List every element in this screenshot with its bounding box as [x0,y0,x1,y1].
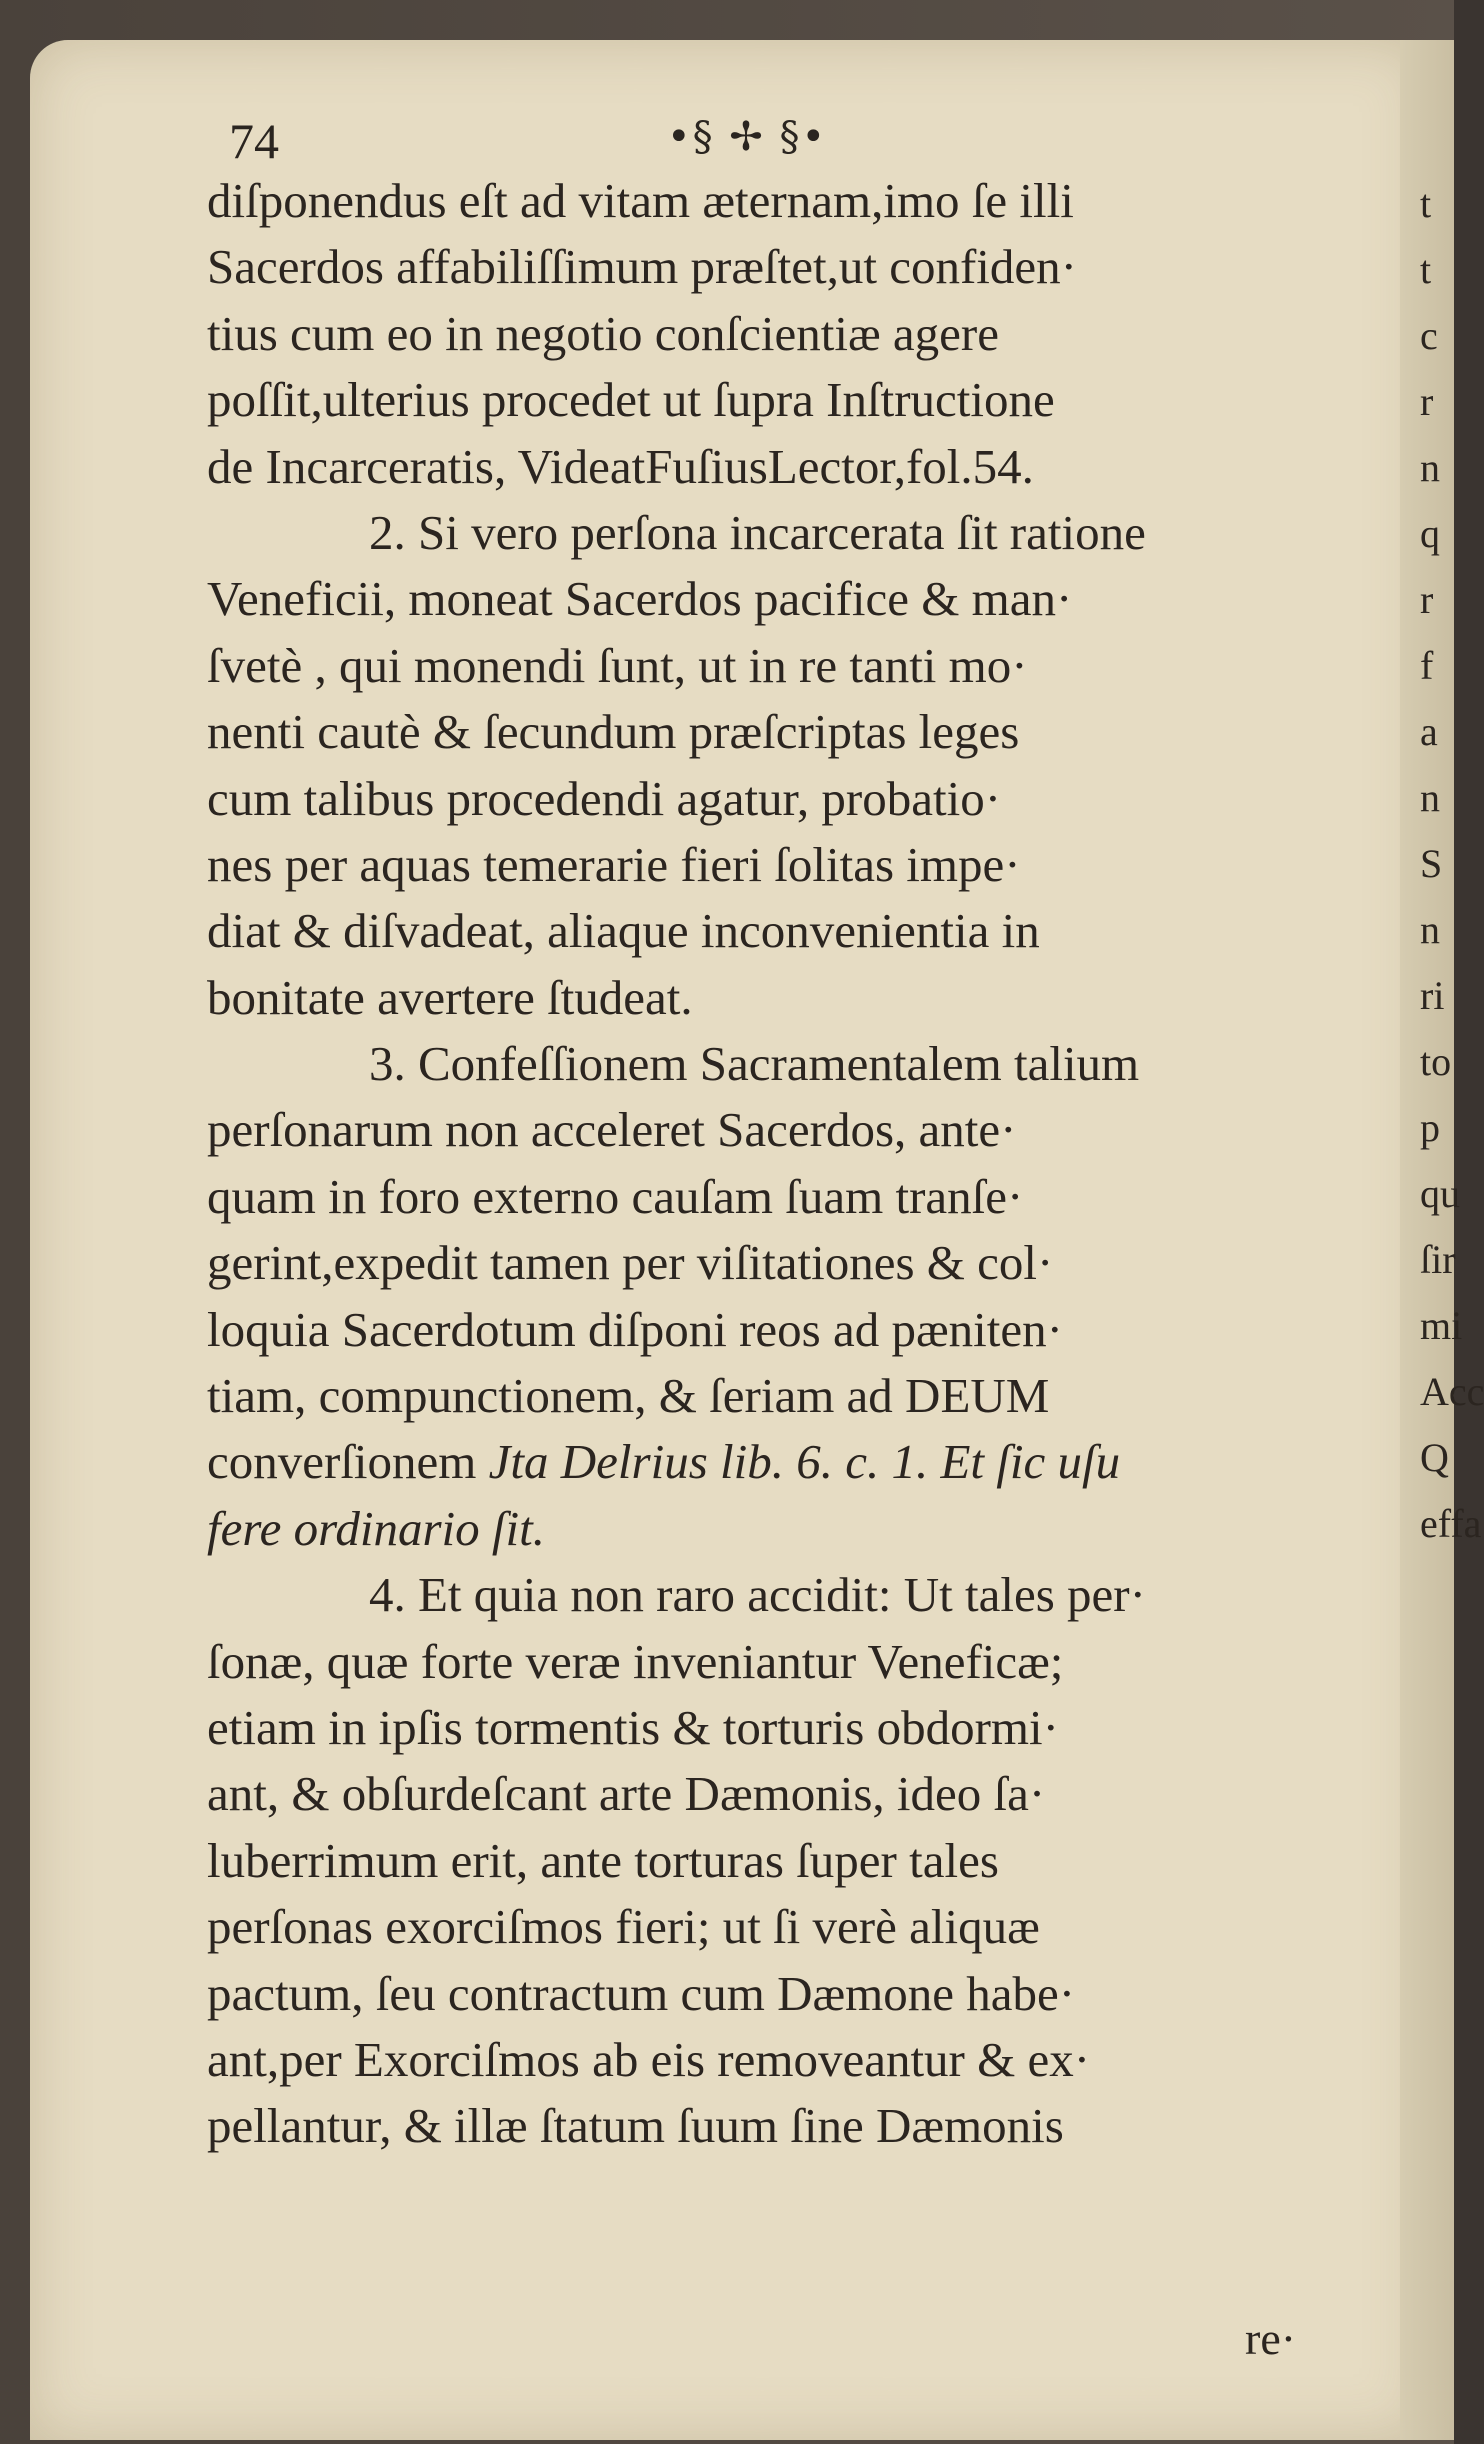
text-line: ſvetè , qui monendi ſunt, ut in re tanti mo· [207,637,1028,693]
text-line: gerint,expedit tamen per viſitationes & col· [207,1235,1054,1291]
margin-fragment: effa [1420,1501,1482,1546]
margin-fragment: q [1420,511,1440,556]
text-line: 3. Confeſſionem Sacramentalem talium [369,1036,1140,1092]
margin-fragment: n [1420,445,1440,490]
text-line: poſſit,ulterius procedet ut ſupra Inſtructione [207,372,1055,428]
margin-fragment: c [1420,313,1438,358]
text-line: luberrimum erit, ante torturas ſuper tales [207,1832,999,1888]
text-line: converſionem Jta Delrius lib. 6. c. 1. Et ſic uſu [207,1434,1121,1490]
text-line: pellantur, & illæ ſtatum ſuum ſine Dæmonis [207,2098,1064,2154]
text-line: de Incarceratis, VideatFuſiusLector,fol.54. [207,438,1034,494]
margin-fragment: n [1420,775,1440,820]
text-line: tius cum eo in negotio conſcientiæ agere [207,305,999,361]
text-line: diat & diſvadeat, aliaque inconvenientia in [207,903,1040,959]
text-line: nes per aquas temerarie fieri ſolitas impe· [207,836,1021,892]
text-line: etiam in ipſis tormentis & torturis obdormi· [207,1699,1059,1755]
text-line: ſonæ, quæ forte veræ inveniantur Veneficæ; [207,1633,1064,1689]
margin-fragment: S [1420,841,1443,886]
text-line: Veneficii, moneat Sacerdos pacifice & man· [207,571,1073,627]
margin-fragment: Q [1420,1435,1449,1480]
margin-fragment: t [1420,181,1432,226]
page-number: 74 [229,113,279,169]
header-ornament: •§ ✢ §• [667,114,828,160]
margin-fragment: qu [1420,1171,1460,1216]
catchword: re· [1245,2313,1297,2364]
citation: Jta Delrius lib. 6. c. 1. Et ſic uſu [476,1434,1121,1490]
text-line: Sacerdos affabiliſſimum præſtet,ut confiden· [207,239,1077,295]
margin-fragment: ſir [1420,1237,1456,1282]
text-line: 4. Et quia non raro accidit: Ut tales per· [369,1567,1146,1623]
body-text [207,168,1407,2160]
text-line: ant,per Exorciſmos ab eis removeantur & ex· [207,2031,1091,2087]
margin-fragment: t [1420,247,1432,292]
text-line: tiam, compunctionem, & ſeriam ad DEUM [207,1368,1050,1424]
text-line: ant, & obſurdeſcant arte Dæmonis, ideo ſa· [207,1766,1046,1822]
text-line: cum talibus procedendi agatur, probatio· [207,770,1002,826]
text-line: pactum, ſeu contractum cum Dæmone habe· [207,1965,1076,2021]
margin-fragment: a [1420,709,1438,754]
margin-fragment: r [1420,577,1434,622]
margin-fragment: f [1420,643,1434,688]
text-line: 2. Si vero perſona incarcerata ſit ratione [369,504,1146,560]
margin-fragment: ri [1420,973,1445,1018]
margin-fragment: n [1420,907,1440,952]
margin-fragment: p [1420,1105,1440,1150]
text-line: nenti cautè & ſecundum præſcriptas leges [207,704,1020,760]
text-line: bonitate avertere ſtudeat. [207,969,693,1025]
text-line: diſponendus eſt ad vitam æternam,imo ſe illi [207,173,1074,228]
margin-fragment: r [1420,379,1434,424]
text-line: quam in foro externo cauſam ſuam tranſe· [207,1168,1024,1224]
margin-fragment: to [1420,1039,1452,1084]
margin-fragment: mi [1420,1303,1463,1348]
text-line: loquia Sacerdotum diſponi reos ad pæniten· [207,1301,1063,1357]
text-line: perſonarum non acceleret Sacerdos, ante· [207,1102,1017,1158]
facing-page-margin-text [1420,180,1484,2080]
margin-fragment: Acc [1420,1369,1484,1414]
text-line: perſonas exorciſmos fieri; ut ſi verè aliquæ [207,1899,1040,1955]
text-line: fere ordinario ſit. [207,1500,545,1556]
